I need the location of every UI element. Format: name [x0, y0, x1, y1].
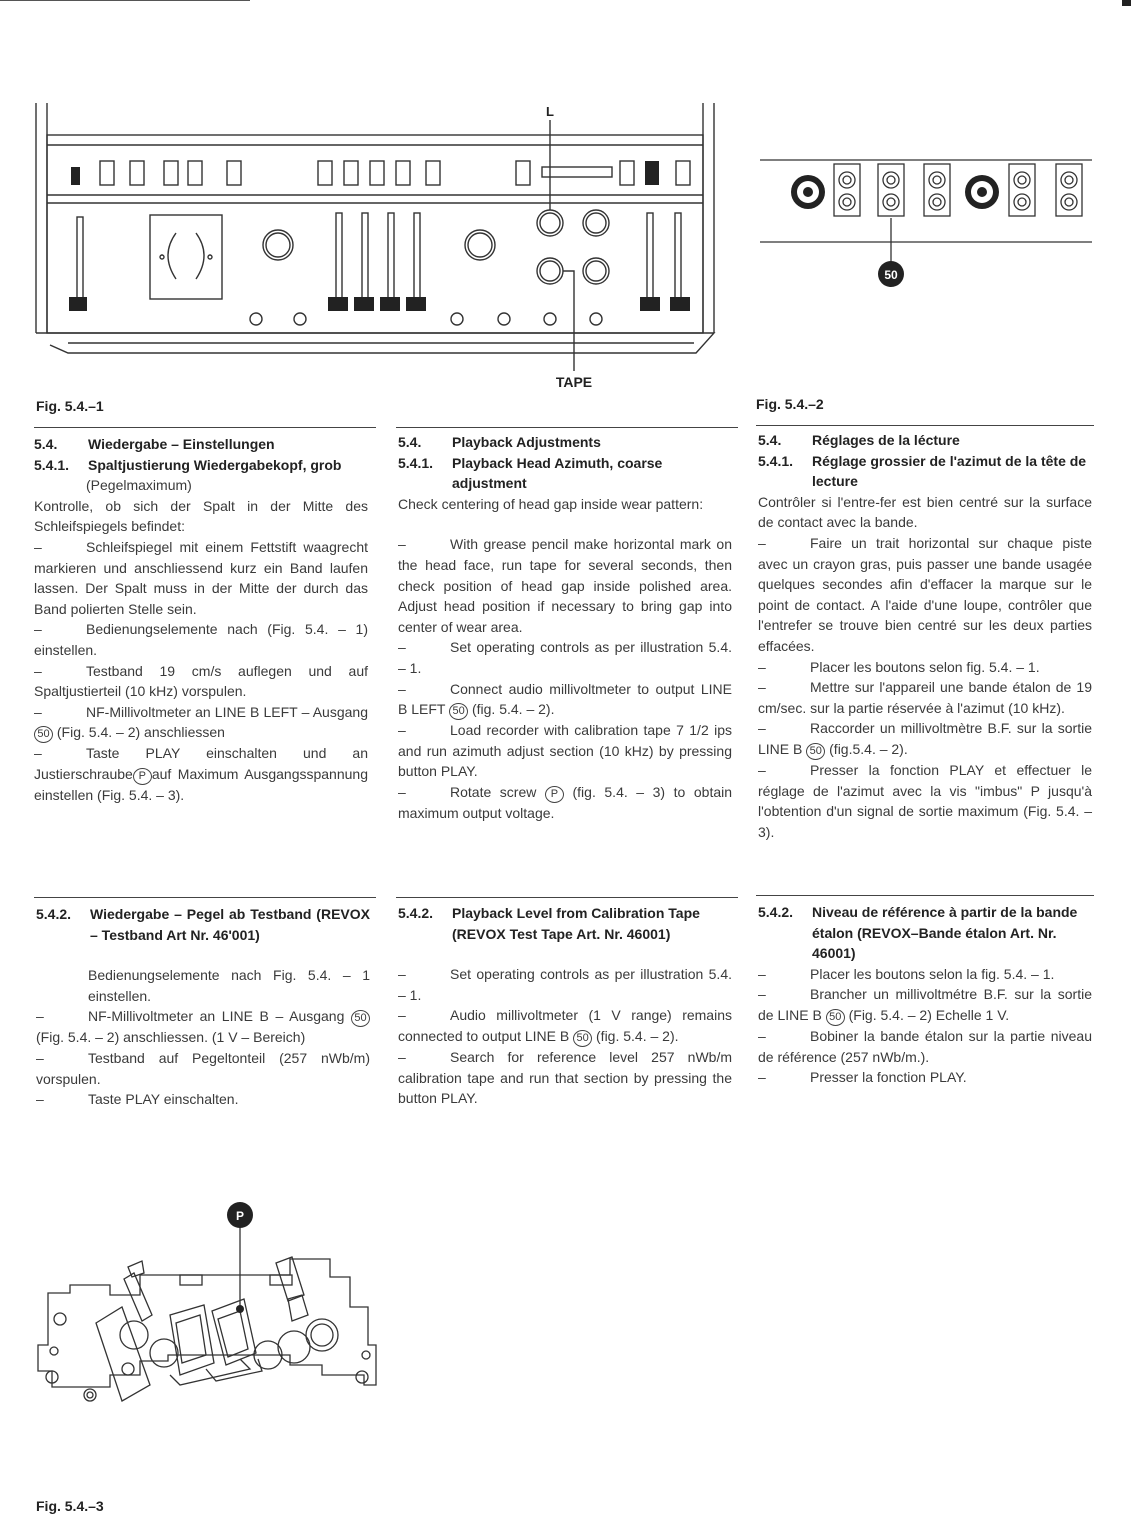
list-item: – Faire un trait horizontal sur chaque piste avec un crayon gras, puis passer une bande usagée quelques secondes afin d'effacer la marque sur le point de contact. A l'aide d'une loupe, contrôler que l'entrefer se trouve bien centré sur les deux parties effacées.: [758, 534, 1092, 654]
paragraph: Check centering of head gap inside wear pattern:: [398, 495, 704, 512]
divider-top-left: [34, 427, 376, 428]
head-assembly-illustration: [30, 1195, 390, 1435]
list-item: – Schleifspiegel mit einem Fettstift waagrecht markieren und anschliessend kurz ein Band laufen lassen. Der Spalt muss in der Mitte der durch das Band polierten Stelle sein.: [34, 538, 368, 617]
list-item: – Connect audio millivoltmeter to output LINE B LEFT 50 (fig. 5.4. – 2).: [398, 679, 732, 721]
list-item: – Raccorder un millivoltmètre B.F. sur la sortie LINE B 50 (fig.5.4. – 2).: [758, 718, 1092, 760]
list-item: – Rotate screw P (fig. 5.4. – 3) to obtain maximum output voltage.: [398, 783, 733, 821]
heading-5-4-en: 5.4. Playback Adjustments: [398, 434, 601, 450]
list-item: Bedienungselemente nach Fig. 5.4. – 1 einstellen.: [88, 967, 370, 1004]
fig1-label-l: L: [546, 104, 554, 119]
list-item: – NF-Millivoltmeter an LINE B – Ausgang 50 (Fig. 5.4. – 2) anschliessen. (1 V – Bereich): [36, 1006, 370, 1048]
heading-5-4-de: 5.4. Wiedergabe – Einstellungen: [34, 436, 275, 452]
section-5-4-2-french: [758, 902, 1092, 1088]
divider-mid-mid: [396, 897, 738, 898]
section-5-4-english: [398, 432, 732, 824]
list-item: – Taste PLAY einschalten.: [36, 1091, 239, 1108]
fig2-callout-50: 50: [884, 268, 898, 282]
paragraph: (Pegelmaximum): [86, 477, 192, 494]
divider-top-right: [756, 425, 1094, 426]
list-item: – Set operating controls as per illustration 5.4. – 1.: [398, 966, 732, 1003]
list-item: – Testband 19 cm/s auflegen und auf Spaltjustierteil (10 kHz) vorspulen.: [34, 662, 368, 700]
heading-5-4-2-fr: 5.4.2. Niveau de référence à partir de la bande étalon (REVOX–Bande étalon Art. Nr. 46001): [758, 904, 1078, 962]
section-5-4-french: [758, 430, 1092, 842]
fig1-caption: Fig. 5.4.–1: [36, 398, 104, 414]
heading-5-4-1-fr: 5.4.1. Réglage grossier de l'azimut de la tête de lecture: [758, 452, 1087, 490]
rear-connectors-illustration: [756, 150, 1096, 290]
front-panel-illustration: [30, 95, 720, 395]
list-item: – Testband auf Pegeltonteil (257 nWb/m) vorspulen.: [36, 1049, 370, 1087]
paragraph: Contrôler si l'entre-fer est bien centré sur la surface de contact avec la bande.: [758, 493, 1092, 531]
list-item: – Placer les boutons selon la fig. 5.4. – 1.: [758, 965, 1055, 982]
section-5-4-2-english: [398, 903, 732, 1109]
list-item: – Presser la fonction PLAY et effectuer le réglage de l'azimut avec la vis "imbus" P jusqu'à l'obtention d'un signal de sortie maximum (Fig. 5.4. – 3).: [758, 761, 1092, 840]
list-item: – NF-Millivoltmeter an LINE B LEFT – Ausgang 50 (Fig. 5.4. – 2) anschliessen: [34, 702, 368, 744]
list-item: – Mettre sur l'appareil une bande étalon de 19 cm/sec. sur la partie réservée à l'azimut (10 kHz).: [758, 679, 1092, 716]
divider-top-mid: [396, 427, 738, 428]
list-item: – With grease pencil make horizontal mark on the head face, run tape for several seconds, then check position of head gap inside polished area. Adjust head position if necessary to bring gap into center of wear area.: [398, 536, 732, 635]
heading-5-4-1-en: 5.4.1. Playback Head Azimuth, coarse adjustment: [398, 454, 663, 492]
list-item: – Bedienungselemente nach (Fig. 5.4. – 1) einstellen.: [34, 621, 368, 658]
section-5-4-2-german: [36, 904, 370, 1110]
list-item: – Set operating controls as per illustration 5.4. – 1.: [398, 639, 732, 676]
paragraph: Kontrolle, ob sich der Spalt in der Mitte des Schleifspiegels befindet:: [34, 497, 368, 535]
top-edge-mark: [1122, 0, 1131, 6]
heading-5-4-2-en: 5.4.2. Playback Level from Calibration Tape (REVOX Test Tape Art. Nr. 46001): [398, 905, 700, 942]
heading-5-4-fr: 5.4. Réglages de la lécture: [758, 432, 960, 448]
heading-5-4-1-de: 5.4.1. Spaltjustierung Wiedergabekopf, grob: [34, 456, 342, 473]
fig2-caption: Fig. 5.4.–2: [756, 396, 824, 412]
top-edge-line: [0, 0, 250, 1]
fig3-caption: Fig. 5.4.–3: [36, 1498, 104, 1514]
divider-mid-left: [34, 897, 376, 898]
divider-mid-right: [756, 895, 1094, 896]
list-item: – Audio millivoltmeter (1 V range) remains connected to output LINE B 50 (fig. 5.4. – 2).: [398, 1005, 732, 1047]
list-item: – Placer les boutons selon fig. 5.4. – 1.: [758, 658, 1040, 675]
list-item: – Load recorder with calibration tape 7 1/2 ips and run azimuth adjust section (10 kHz) by pressing button PLAY.: [398, 722, 732, 780]
heading-5-4-2-de: 5.4.2. Wiedergabe – Pegel ab Testband (REVOX – Testband Art Nr. 46'001): [36, 906, 370, 943]
fig3-callout-p: P: [235, 1209, 245, 1223]
fig1-label-tape: TAPE: [555, 374, 593, 390]
list-item: – Presser la fonction PLAY.: [758, 1069, 967, 1086]
list-item: – Search for reference level 257 nWb/m calibration tape and run that section by pressing the button PLAY.: [398, 1048, 732, 1107]
list-item: – Brancher un millivoltmétre B.F. sur la sortie de LINE B 50 (Fig. 5.4. – 2) Echelle 1 V.: [758, 984, 1092, 1026]
section-5-4-german: [34, 434, 368, 806]
list-item: – Taste PLAY einschalten und an Justierschraube P auf Maximum Ausgangsspannung einstellen (Fig. 5.4. – 3).: [34, 745, 368, 803]
list-item: – Bobiner la bande étalon sur la partie niveau de référence (257 nWb/m.).: [758, 1027, 1092, 1065]
